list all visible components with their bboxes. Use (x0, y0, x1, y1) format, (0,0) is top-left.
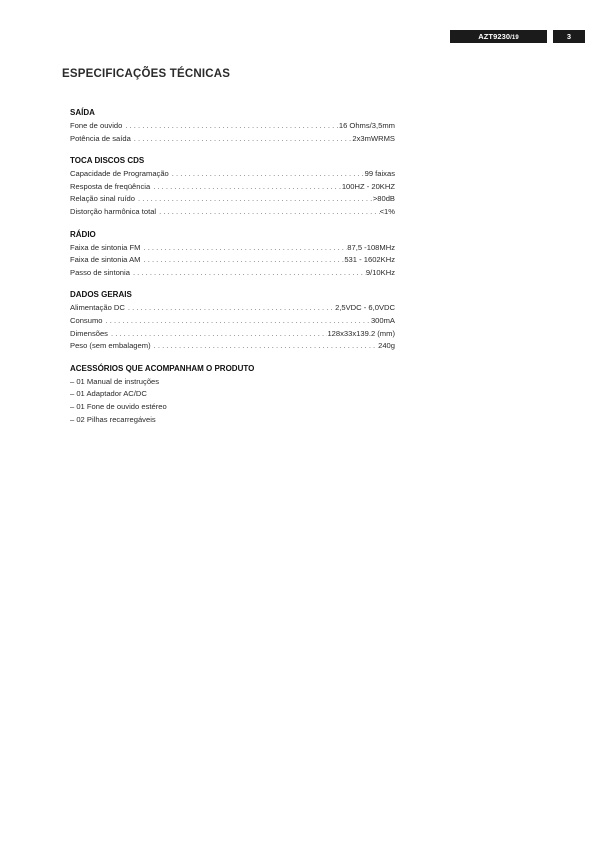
section-radio (70, 229, 395, 280)
section-dados-gerais (70, 289, 395, 352)
spec-label: Consumo (70, 315, 103, 325)
spec-label: Dimensões (70, 328, 108, 338)
leader-dots (159, 206, 379, 219)
model-number: AZT9230 (478, 32, 511, 41)
spec-row (70, 242, 395, 255)
spec-row (70, 168, 395, 181)
spec-value: 100HZ - 20KHZ (341, 181, 395, 191)
page-title: ESPECIFICAÇÕES TÉCNICAS (62, 68, 231, 80)
section-title: DADOS GERAIS (70, 290, 132, 300)
list-item: – 01 Adaptador AC/DC (70, 389, 147, 399)
page-number: 3 (553, 30, 585, 43)
spec-label: Potência de saída (70, 133, 131, 143)
spec-value: <1% (379, 206, 395, 216)
leader-dots (133, 267, 366, 280)
spec-row (70, 254, 395, 267)
spec-row (70, 133, 395, 146)
spec-row (70, 315, 395, 328)
spec-value: 300mA (370, 315, 395, 325)
leader-dots (144, 254, 345, 267)
leader-dots (138, 193, 373, 206)
spec-row (70, 193, 395, 206)
spec-row (70, 267, 395, 280)
section-title: ACESSÓRIOS QUE ACOMPANHAM O PRODUTO (70, 363, 255, 373)
list-item: – 02 Pilhas recarregáveis (70, 414, 156, 424)
spec-value: 87,5 -108MHz (347, 242, 395, 252)
leader-dots (106, 315, 371, 328)
section-saida (70, 107, 395, 145)
model-tag (450, 30, 547, 43)
section-accessories (70, 363, 395, 426)
spec-value: 16 Ohms/3,5mm (338, 121, 395, 130)
spec-row (70, 302, 395, 315)
spec-label: Alimentação DC (70, 303, 125, 313)
spec-content (70, 107, 395, 436)
spec-label: Resposta de freqüência (70, 181, 151, 191)
list-item: – 01 Manual de instruções (70, 376, 160, 386)
leader-dots (125, 120, 339, 133)
spec-value: 531 - 1602KHz (344, 255, 395, 265)
spec-label: Faixa de sintonia FM (70, 242, 141, 252)
section-title: SAÍDA (70, 108, 95, 117)
leader-dots (128, 302, 335, 315)
section-title: RÁDIO (70, 229, 96, 239)
leader-dots (154, 340, 378, 353)
spec-row (70, 120, 395, 133)
spec-label: Peso (sem embalagem) (70, 341, 151, 351)
leader-dots (172, 168, 365, 181)
model-suffix: /19 (510, 35, 519, 41)
leader-dots (111, 328, 327, 341)
leader-dots (143, 242, 347, 255)
spec-value: >80dB (372, 194, 395, 204)
spec-label: Relação sinal ruído (70, 194, 136, 204)
spec-value: 2x3mWRMS (352, 133, 395, 143)
spec-label: Passo de sintonia (70, 267, 130, 277)
spec-row (70, 206, 395, 219)
spec-label: Fone de ouvido (70, 121, 123, 130)
spec-label: Faixa de sintonia AM (70, 255, 141, 265)
spec-value: 128x33x139.2 (mm) (327, 328, 395, 338)
spec-row (70, 328, 395, 341)
spec-row (70, 340, 395, 353)
leader-dots (153, 181, 342, 194)
section-toca-discos (70, 155, 395, 218)
section-title: TOCA DISCOS CDS (70, 156, 145, 166)
header-bar (450, 30, 585, 43)
spec-value: 99 faixas (364, 169, 395, 179)
leader-dots (134, 133, 353, 146)
spec-label: Capacidade de Programação (70, 169, 169, 179)
list-item: – 01 Fone de ouvido estéreo (70, 401, 167, 411)
spec-value: 2,5VDC - 6,0VDC (335, 303, 395, 313)
spec-label: Distorção harmônica total (70, 206, 157, 216)
spec-row (70, 181, 395, 194)
spec-value: 9/10KHz (365, 267, 395, 277)
spec-value: 240g (378, 341, 395, 351)
